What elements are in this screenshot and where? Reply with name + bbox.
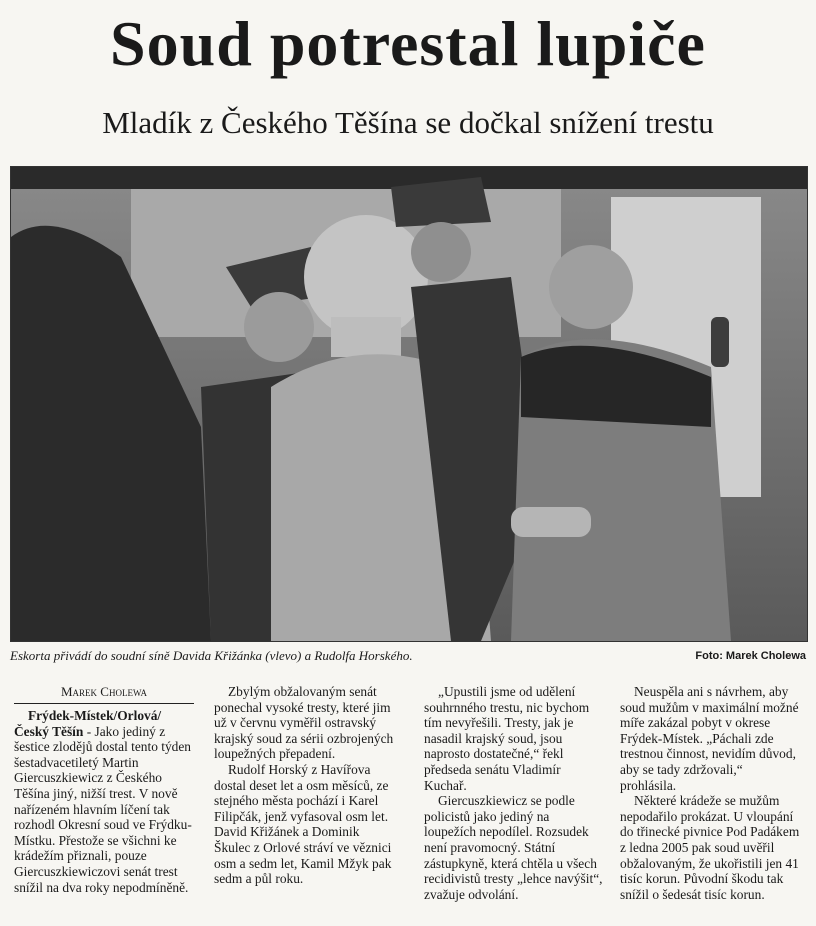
- paragraph: Některé krádeže se mužům nepodařilo prokázat. U vloupání do třinecké pivnice Pod Padákem z ledna 2005 pak soud uvěřil obžalovaným, že ukořistili jen 41 tisíc korun. Původní škodu tak snížil o šedesát tisíc korun.: [620, 793, 800, 902]
- headline: Soud potrestal lupiče: [110, 8, 706, 79]
- news-photo: [10, 166, 808, 642]
- paragraph: Giercuszkiewicz se podle policistů jako jediný na loupežích nepodílel. Rozsudek není pravomocný. Státní zástupkyně, která chtěla u všech recidivistů tresty „lehce navýšit“, zvažuje odvolání.: [424, 793, 603, 902]
- article-column-2: [214, 684, 394, 887]
- photo-credit: Foto: Marek Cholewa: [695, 650, 806, 662]
- lead-paragraph: [14, 708, 194, 895]
- photo-caption: Eskorta přivádí do soudní síně Davida Křižánka (vlevo) a Rudolfa Horského.: [10, 648, 413, 663]
- lead-text: - Jako jediný z šestice zlodějů dostal tento týden šestadvacetiletý Martin Giercuszkiewicz z Českého Těšína jiný, nižší trest. V nově nařízeném hlavním líčení tak rozhodl Okresní soud ve Frýdku-Místku. Přestože se všichni ke krádežím přiznali, pouze Giercuszkiewiczovi senát trest snížil na dva roky nepodmíněně.: [14, 723, 192, 895]
- paragraph: „Upustili jsme od udělení souhrnného trestu, nic bychom tím nevyřešili. Tresty, jak je nasadil krajský soud, jsou naprosto dostatečné,“ řekl předseda senátu Vladimír Kuchař.: [424, 684, 590, 793]
- photo-illustration: [11, 167, 807, 641]
- dateline: Frýdek-Místek/Orlová/Český Těšín: [14, 708, 162, 739]
- subheadline: Mladík z Českého Těšína se dočkal snížení trestu: [102, 105, 714, 140]
- article-column-4: [620, 684, 800, 902]
- article-column-3: [424, 684, 604, 902]
- photo-caption-bar: [10, 646, 806, 666]
- paragraph: Rudolf Horský z Havířova dostal deset let a osm měsíců, ze stejného města pochází i Karel Filipčák, jenž vyfasoval osm let. David Křižánek a Dominik Škulec z Orlové stráví ve věznici osm a sedm let, Kamil Mžyk pak sedm a půl roku.: [214, 761, 392, 887]
- paragraph: Zbylým obžalovaným senát ponechal vysoké tresty, které jim už v červnu vyměřil ostravský krajský soud za sérii ozbrojených loupežných přepadení.: [214, 684, 394, 762]
- paragraph: Neuspěla ani s návrhem, aby soud mužům v maximální možné míře zakázal pobyt v okrese Frýdek-Místek. „Páchali zde trestnou činnost, nevidím důvod, aby se tady zdržovali,“ prohlásila.: [620, 684, 799, 793]
- article-column-1: [14, 684, 194, 895]
- author-byline: Marek Cholewa: [14, 684, 194, 704]
